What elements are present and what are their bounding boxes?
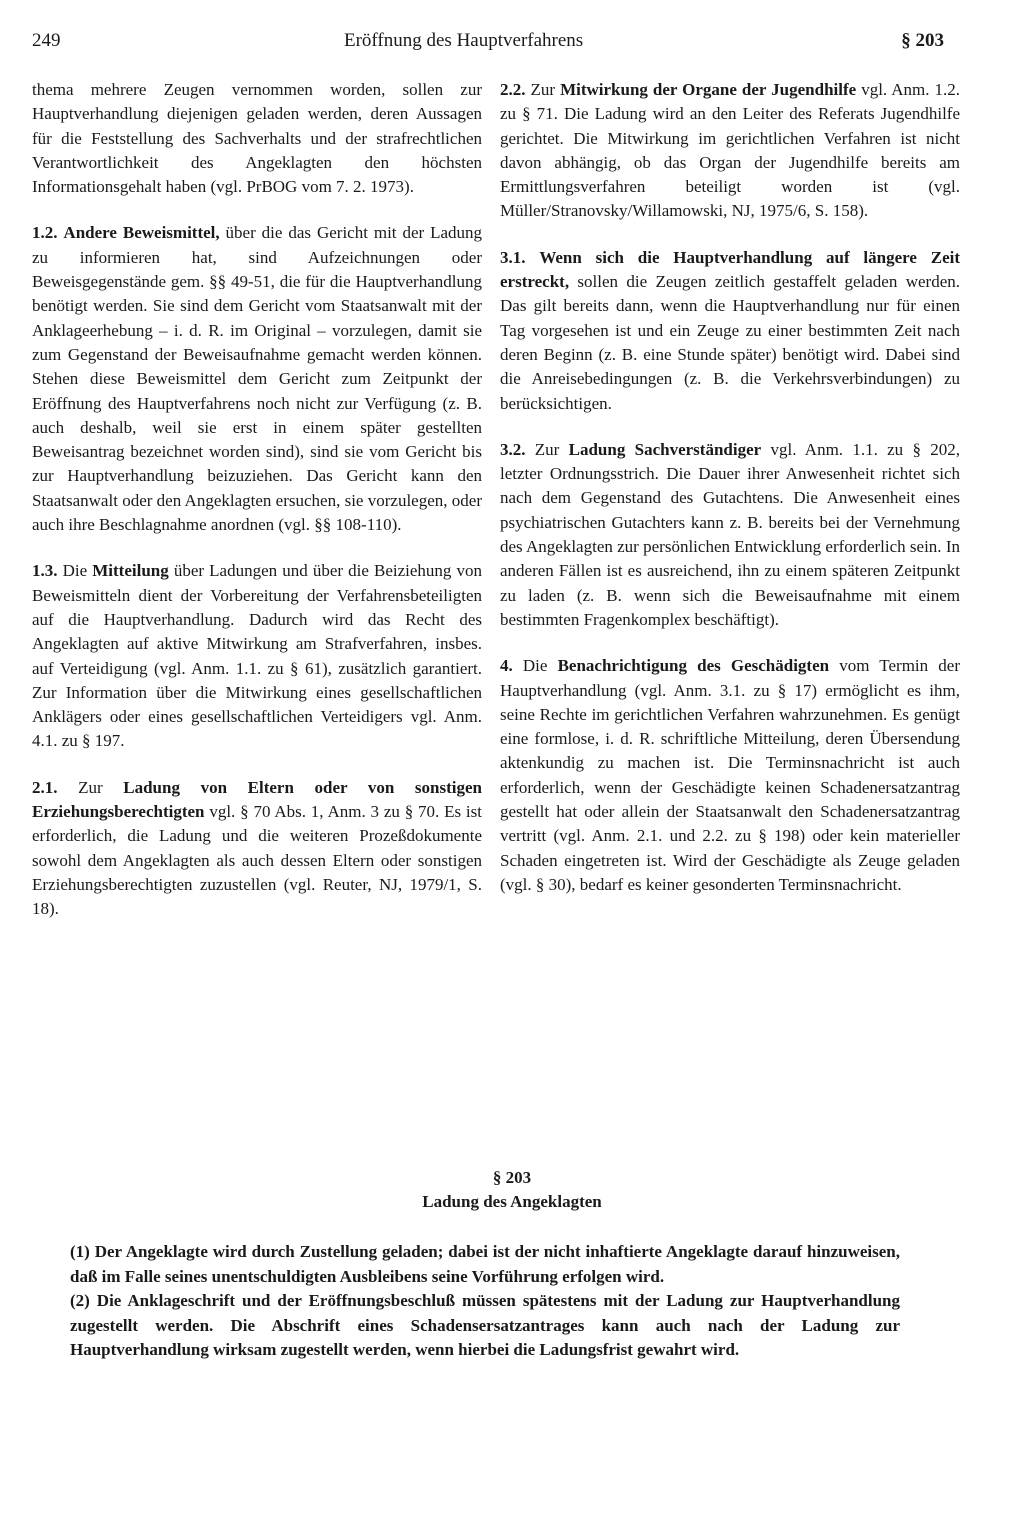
paragraph-text: vgl. Anm. 1.2. zu § 71. Die Ladung wird an den Leiter des Referats Jugendhilfe gerichtet. Die Mitwirkung im gerichtlichen Verfahren ist nicht davon abhängig, ob das Organ der Jugendhilfe bereits am Ermittlungsverfahren beteiligt worden ist (vgl. Müller/Stranovsky/Willamowski, NJ, 1975/6, S. 158). [500, 80, 960, 221]
paragraph-4 [500, 654, 960, 897]
paragraph-text: über Ladungen und über die Beiziehung von Beweismitteln dient der Vorbereitung der Verfahrensbeteiligten auf die Hauptverhandlung. Dadurch wird das Recht des Angeklagten auf aktive Mitwirkung am Strafverfahren, insbes. auf Verteidigung (vgl. Anm. 1.1. zu § 61), zusätzlich garantiert. Zur Information über die Mitwirkung eines gesellschaftlichen Anklägers oder eines gesellschaftlichen Verteidigers vgl. Anm. 4.1. zu § 197. [32, 561, 483, 751]
paragraph-keyword: Mitwirkung der Organe der Jugendhilfe [560, 80, 857, 99]
paragraph-keyword: Andere Beweismittel, [63, 223, 220, 243]
paragraph-keyword: Mitteilung [92, 561, 169, 581]
statute-heading [0, 1166, 1024, 1214]
right-column [500, 78, 960, 919]
section-marker: § 203 [901, 30, 944, 51]
paragraph-text: vom Termin der Hauptverhandlung (vgl. Anm. 3.1. zu § 17) ermöglicht es ihm, seine Rechte im gerichtlichen Verfahren wahrzunehmen. Es genügt eine formlose, i. d. R. schriftliche Mitteilung, deren Übersendung aktenkundig zu machen ist. Die Terminsnachricht ist auch erforderlich, wenn der Geschädigte keinen Schadenersatzantrag gestellt hat oder allein der Staatsanwalt den Schadenersatzantrag vertritt (vgl. Anm. 2.1. und 2.2. zu § 198) oder kein materieller Schaden eingetreten ist. Wird der Geschädigte als Zeuge geladen (vgl. § 30), bedarf es keiner gesonderten Terminsnachricht. [500, 656, 960, 894]
paragraph-text: über die das Gericht mit der Ladung zu informieren hat, sind Aufzeichnungen oder Beweisgegenstände gem. §§ 49-51, die für die Hauptverhandlung benötigt werden. Sie sind dem Gericht vom Staatsanwalt mit der Anklageerhebung – i. d. R. im Original – vorzulegen, damit sie zum Gegenstand der Beweisaufnahme gemacht werden können. Stehen diese Beweismittel dem Gericht zum Zeitpunkt der Eröffnung des Hauptverfahrens noch nicht zur Verfügung (z. B. auch deshalb, weil sie erst in einem später gestellten Beweisantrag bezeichnet worden sind), sind sie vom Gericht bis zur Hauptverhandlung beizuziehen. Das Gericht kann den Staatsanwalt oder den Angeklagten ersuchen, sie vorzulegen, oder auch ihre Beschlagnahme anordnen (vgl. §§ 108-110). [32, 223, 482, 535]
statute-paragraph-1: (1) Der Angeklagte wird durch Zustellung geladen; dabei ist der nicht inhaftierte Angeklagte darauf hinzuweisen, daß im Falle seines unentschuldigten Ausbleibens seine Vorführung erfolgen wird. [70, 1242, 900, 1286]
paragraph-number: 4. [500, 656, 513, 676]
paragraph-1-2 [32, 221, 482, 537]
paragraph-text: Zur [525, 439, 569, 459]
paragraph-1-3 [32, 559, 482, 753]
statute-text [70, 1240, 900, 1363]
statute-paragraph-2: (2) Die Anklageschrift und der Eröffnungsbeschluß müssen spätestens mit der Ladung zur Hauptverhandlung zugestellt werden. Die Abschrift eines Schadensersatzantrages kann auch nach der Ladung zur Hauptverhandlung wirksam zugestellt werden, wenn hierbei die Ladungsfrist gewahrt wird. [70, 1291, 900, 1359]
page-header [32, 30, 944, 60]
paragraph-text: Die [57, 561, 93, 581]
paragraph-text: Die [512, 656, 558, 676]
paragraph-text: vgl. Anm. 1.1. zu § 202, letzter Ordnungsstrich. Die Dauer ihrer Anwesenheit richtet sich nach dem Gegenstand des Gutachtens. Die Anwesenheit eines psychiatrischen Gutachters kann z. B. bereits bei der Vernehmung des Angeklagten zur persönlichen Entwicklung erforderlich sein. In anderen Fällen ist es ausreichend, ihn zu einem späteren Zeitpunkt zu laden (z. B. wenn sich die Beweisaufnahme mit einem bestimmten Fragenkomplex beschäftigt). [500, 439, 961, 629]
paragraph-keyword: Benachrichtigung des Geschädigten [557, 656, 830, 676]
paragraph-keyword: Ladung Sachverständiger [568, 439, 762, 459]
paragraph-number: 3.2. [500, 439, 526, 459]
statute-number: § 203 [492, 1168, 532, 1187]
paragraph-text: thema mehrere Zeugen vernommen worden, sollen zur Hauptverhandlung diejenigen geladen werden, deren Aussagen für die Feststellung des Sachverhalts und der strafrechtlichen Verantwortlichkeit des Angeklagten den höchsten Informationsgehalt haben (vgl. PrBOG vom 7. 2. 1973). [32, 80, 482, 197]
paragraph-number: 3.1. [500, 247, 526, 267]
paragraph-keyword: Wenn sich die Hauptverhandlung auf längere Zeit erstreckt, [500, 247, 960, 292]
paragraph-text: vgl. § 70 Abs. 1, Anm. 3 zu § 70. Es ist erforderlich, die Ladung und die weiteren Prozeßdokumente sowohl dem Angeklagten als auch dessen Eltern oder sonstigen Erziehungsberechtigten zuzustellen (vgl. Reuter, NJ, 1979/1, S. 18). [32, 802, 482, 919]
paragraph-keyword: Ladung von Eltern oder von sonstigen Erziehungsberechtigten [32, 777, 482, 822]
paragraph-number: 1.3. [32, 561, 58, 581]
paragraph-3-2 [500, 438, 960, 632]
page-number: 249 [32, 30, 61, 51]
paragraph-number: 2.1. [32, 777, 58, 797]
running-title: Eröffnung des Hauptverfahrens [344, 30, 584, 51]
paragraph-2-1 [32, 776, 482, 922]
paragraph-number: 1.2. [32, 223, 58, 243]
left-column [32, 78, 482, 944]
paragraph-text: Zur [57, 777, 124, 797]
statute-title: Ladung des Angeklagten [422, 1192, 602, 1211]
paragraph-text: Zur [525, 80, 561, 99]
paragraph-text: sollen die Zeugen zeitlich gestaffelt geladen werden. Das gilt bereits dann, wenn die Hauptverhandlung nur für einen Tag vorgesehen ist und ein Zeuge zu einer bestimmten Zeit nach deren Beginn (z. B. eine Stunde später) benötigt wird. Dabei sind die Anreisebedingungen (z. B. die Verkehrsverbindungen) zu berücksichtigen. [500, 272, 960, 413]
paragraph-continuation [32, 78, 482, 199]
paragraph-2-2 [500, 78, 960, 224]
paragraph-3-1 [500, 246, 960, 416]
paragraph-number: 2.2. [500, 80, 526, 99]
